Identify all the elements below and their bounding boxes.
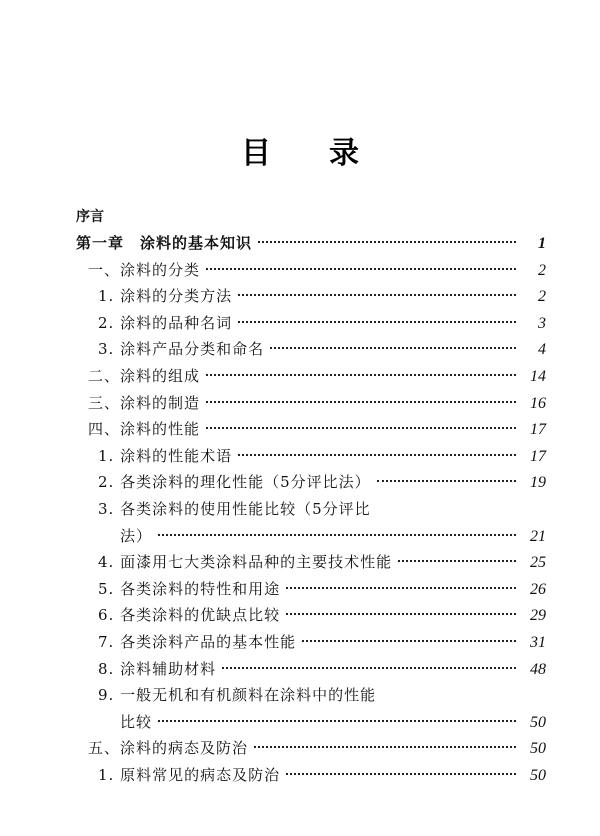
toc-page-number: 25 bbox=[530, 554, 546, 572]
dot-leader bbox=[286, 587, 516, 589]
dot-leader bbox=[270, 347, 516, 349]
toc-entry[interactable] bbox=[76, 496, 546, 523]
toc-entry[interactable] bbox=[76, 549, 546, 576]
toc-preface: 序言 bbox=[76, 209, 104, 225]
dot-leader bbox=[377, 480, 516, 482]
toc-entry-continuation[interactable] bbox=[76, 523, 546, 550]
dot-leader bbox=[258, 241, 516, 243]
toc-entry-label: 2. 各类涂料的理化性能（5分评比法） bbox=[98, 473, 371, 492]
dot-leader bbox=[206, 401, 516, 403]
dot-leader bbox=[158, 720, 516, 722]
page-title: 目录 bbox=[241, 136, 417, 171]
toc-page-number: 29 bbox=[530, 607, 546, 625]
toc-entry-label: 2. 涂料的品种名词 bbox=[98, 313, 233, 332]
toc-entry-label: 7. 各类涂料产品的基本性能 bbox=[98, 632, 297, 651]
toc-page-number: 50 bbox=[530, 740, 546, 758]
dot-leader bbox=[238, 454, 516, 456]
toc-entry[interactable] bbox=[76, 390, 546, 417]
toc-entry[interactable] bbox=[76, 283, 546, 310]
toc-entry[interactable] bbox=[76, 416, 546, 443]
dot-leader bbox=[222, 667, 516, 669]
toc-entry[interactable] bbox=[76, 257, 546, 284]
toc-entry-label: 三、涂料的制造 bbox=[88, 393, 201, 412]
toc-page-number: 3 bbox=[538, 314, 546, 332]
toc-page-number: 26 bbox=[530, 580, 546, 598]
toc-entry[interactable] bbox=[76, 443, 546, 470]
toc-entry-label: 五、涂料的病态及防治 bbox=[88, 739, 249, 758]
toc-entry[interactable] bbox=[76, 735, 546, 762]
toc-entry-label: 法） bbox=[120, 526, 153, 545]
dot-leader bbox=[286, 773, 516, 775]
toc-page-number: 14 bbox=[530, 367, 546, 385]
toc-entry[interactable] bbox=[76, 656, 546, 683]
dot-leader bbox=[286, 613, 516, 615]
dot-leader bbox=[158, 534, 516, 536]
toc-entry[interactable] bbox=[76, 469, 546, 496]
toc-entry-label: 6. 各类涂料的优缺点比较 bbox=[98, 606, 281, 625]
toc-page-number: 1 bbox=[538, 235, 546, 252]
toc-page-number: 4 bbox=[538, 341, 546, 359]
toc-page-number: 16 bbox=[530, 394, 546, 412]
toc-entry-label: 9. 一般无机和有机颜料在涂料中的性能 bbox=[98, 686, 377, 705]
toc-entry-label: 四、涂料的性能 bbox=[88, 420, 201, 439]
toc-page-number: 31 bbox=[530, 633, 546, 651]
toc-page-number: 48 bbox=[530, 660, 546, 678]
toc-entry[interactable] bbox=[76, 363, 546, 390]
toc-entry[interactable] bbox=[76, 576, 546, 603]
dot-leader bbox=[206, 374, 516, 376]
toc-page-number: 50 bbox=[530, 766, 546, 784]
toc-entry-label: 4. 面漆用七大类涂料品种的主要技术性能 bbox=[98, 553, 393, 572]
toc-entry-chapter-1[interactable] bbox=[76, 230, 546, 257]
table-of-contents bbox=[76, 204, 546, 788]
toc-page-number: 2 bbox=[538, 261, 546, 279]
toc-entry-label: 1. 涂料的分类方法 bbox=[98, 287, 233, 306]
toc-entry[interactable] bbox=[76, 682, 546, 709]
toc-entry-label: 二、涂料的组成 bbox=[88, 366, 201, 385]
toc-entry-label: 比较 bbox=[120, 712, 153, 731]
toc-page-number: 50 bbox=[530, 713, 546, 731]
toc-page-number: 17 bbox=[530, 421, 546, 439]
dot-leader bbox=[206, 268, 516, 270]
dot-leader bbox=[302, 640, 516, 642]
toc-entry-label: 第一章 涂料的基本知识 bbox=[76, 234, 253, 252]
toc-entry-label: 1. 原料常见的病态及防治 bbox=[98, 765, 281, 784]
toc-entry-label: 3. 各类涂料的使用性能比较（5分评比 bbox=[98, 499, 371, 518]
dot-leader bbox=[398, 560, 516, 562]
toc-entry-continuation[interactable] bbox=[76, 709, 546, 736]
toc-entry[interactable] bbox=[76, 336, 546, 363]
toc-entry-label: 3. 涂料产品分类和命名 bbox=[98, 340, 265, 359]
toc-entry[interactable] bbox=[76, 310, 546, 337]
toc-entry-label: 一、涂料的分类 bbox=[88, 260, 201, 279]
toc-entry[interactable] bbox=[76, 602, 546, 629]
dot-leader bbox=[238, 321, 516, 323]
toc-page-number: 19 bbox=[530, 474, 546, 492]
dot-leader bbox=[238, 294, 516, 296]
toc-page-number: 17 bbox=[530, 447, 546, 465]
toc-page-number: 21 bbox=[530, 527, 546, 545]
toc-entry[interactable] bbox=[76, 629, 546, 656]
toc-entry-label: 5. 各类涂料的特性和用途 bbox=[98, 579, 281, 598]
dot-leader bbox=[254, 746, 516, 748]
toc-page-number: 2 bbox=[538, 288, 546, 306]
dot-leader bbox=[206, 427, 516, 429]
toc-entry-label: 8. 涂料辅助材料 bbox=[98, 659, 217, 678]
toc-entry-label: 1. 涂料的性能术语 bbox=[98, 446, 233, 465]
toc-entry[interactable] bbox=[76, 762, 546, 789]
